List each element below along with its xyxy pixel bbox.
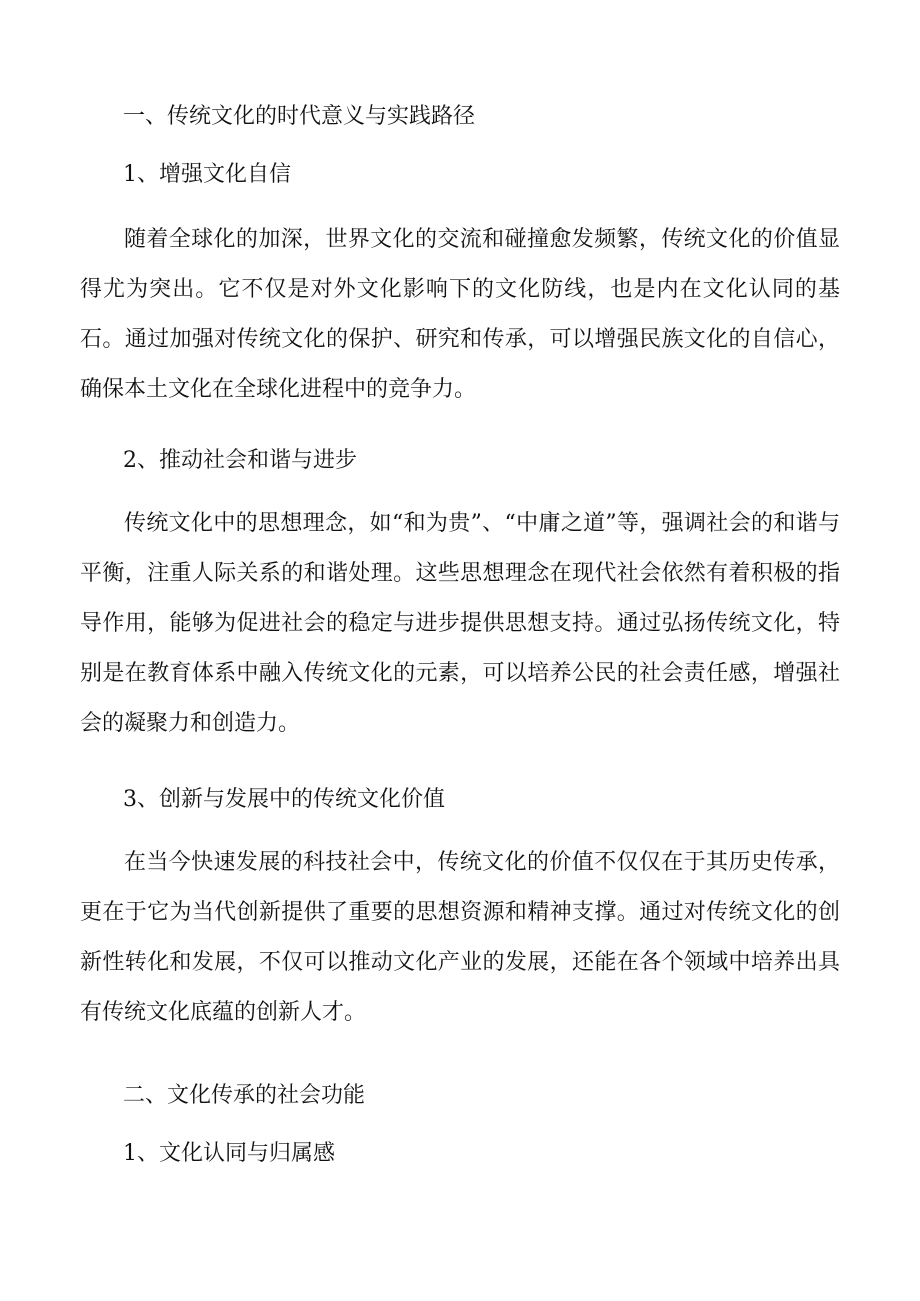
section-heading-1: 一、传统文化的时代意义与实践路径 <box>123 104 476 129</box>
subsection-heading-1-3: 3、创新与发展中的传统文化价值 <box>123 787 445 812</box>
subsection-heading-1-2: 2、推动社会和谐与进步 <box>123 448 357 473</box>
paragraph-3: 在当今快速发展的科技社会中，传统文化的价值不仅仅在于其历史传承，更在于它为当代创新提供了重要的思想资源和精神支撑。通过对传统文化的创新性转化和发展，不仅可以推动文化产业的发展，还能在各个领域中培养出具有传统文化底蕴的创新人才。 <box>80 850 840 1025</box>
paragraph-2: 传统文化中的思想理念，如“和为贵”、“中庸之道”等，强调社会的和谐与平衡，注重人际关系的和谐处理。这些思想理念在现代社会依然有着积极的指导作用，能够为促进社会的稳定与进步提供思想支持。通过弘扬传统文化，特别是在教育体系中融入传统文化的元素，可以培养公民的社会责任感，增强社会的凝聚力和创造力。 <box>80 511 840 736</box>
section-heading-2: 二、文化传承的社会功能 <box>123 1083 366 1108</box>
paragraph-1: 随着全球化的加深，世界文化的交流和碰撞愈发频繁，传统文化的价值显得尤为突出。它不仅是对外文化影响下的文化防线，也是内在文化认同的基石。通过加强对传统文化的保护、研究和传承，可以增强民族文化的自信心，确保本土文化在全球化进程中的竞争力。 <box>80 227 840 402</box>
subsection-heading-1-1: 1、增强文化自信 <box>123 162 291 187</box>
subsection-heading-2-1: 1、文化认同与归属感 <box>123 1141 335 1166</box>
